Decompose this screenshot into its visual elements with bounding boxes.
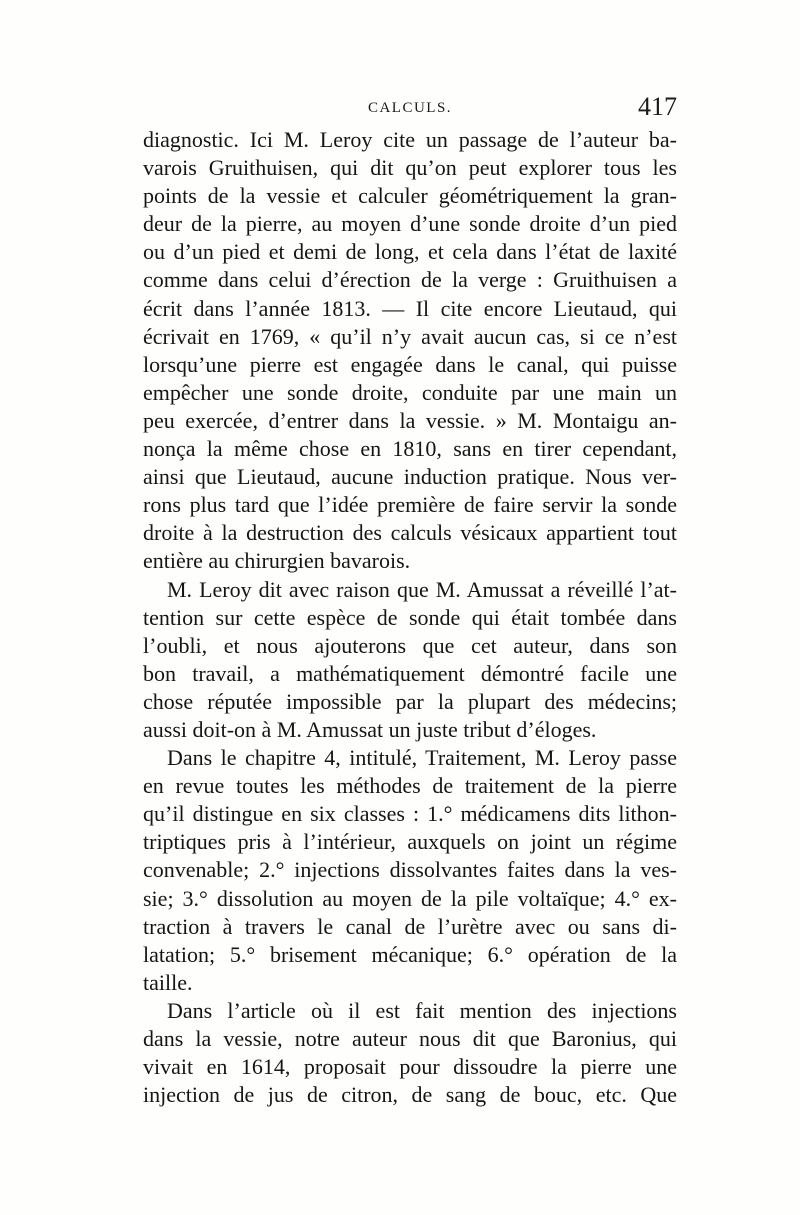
text-line: ou d’un pied et demi de long, et cela dans l’état de laxité xyxy=(143,239,677,265)
text-line: injection de jus de citron, de sang de bouc, etc. Que xyxy=(143,1082,677,1108)
text-line: diagnostic. Ici M. Leroy cite un passage de l’auteur ba- xyxy=(143,127,677,152)
text-line: rons plus tard que l’idée première de faire servir la sonde xyxy=(143,492,677,518)
text-line: traction à travers le canal de l’urètre avec ou sans di- xyxy=(143,913,677,939)
text-line: empêcher une sonde droite, conduite par une main un xyxy=(143,379,677,405)
running-title: CALCULS. xyxy=(367,100,453,116)
text-line: écrit dans l’année 1813. — Il cite encore Lieutaud, qui xyxy=(143,295,677,321)
paragraph-first-line: Dans le chapitre 4, intitulé, Traitement, M. Leroy passe xyxy=(167,745,677,771)
text-line: écrivait en 1769, « qu’il n’y avait aucun cas, si ce n’est xyxy=(143,323,677,349)
text-line: l’oubli, et nous ajouterons que cet auteur, dans son xyxy=(143,632,677,658)
page-number: 417 xyxy=(638,92,677,121)
text-line: bon travail, a mathématiquement démontré facile une xyxy=(143,660,677,686)
text-line: peu exercée, d’entrer dans la vessie. » M. Montaigu an- xyxy=(143,407,677,433)
text-line: deur de la pierre, au moyen d’une sonde droite d’un pied xyxy=(143,211,677,237)
text-line: entière au chirurgien bavarois. xyxy=(143,548,411,574)
text-line: en revue toutes les méthodes de traitement de la pierre xyxy=(143,773,677,799)
text-line: tention sur cette espèce de sonde qui était tombée dans xyxy=(143,604,677,630)
text-line: comme dans celui d’érection de la verge : Gruithuisen a xyxy=(143,267,677,293)
text-line: triptiques pris à l’intérieur, auxquels on joint un régime xyxy=(143,829,677,855)
paragraph-first-line: M. Leroy dit avec raison que M. Amussat a réveillé l’at- xyxy=(167,576,677,602)
text-line: qu’il distingue en six classes : 1.° médicamens dits lithon- xyxy=(143,801,677,827)
text-line: sie; 3.° dissolution au moyen de la pile voltaïque; 4.° ex- xyxy=(143,885,677,911)
text-line: points de la vessie et calculer géométriquement la gran- xyxy=(143,183,677,209)
text-line: lorsqu’une pierre est engagée dans le canal, qui puisse xyxy=(143,351,677,377)
text-line: dans la vessie, notre auteur nous dit que Baronius, qui xyxy=(143,1026,677,1051)
text-line: vivait en 1614, proposait pour dissoudre la pierre une xyxy=(143,1054,677,1080)
text-line: aussi doit-on à M. Amussat un juste tribut d’éloges. xyxy=(143,716,597,742)
text-line: nonça la même chose en 1810, sans en tirer cependant, xyxy=(143,436,677,462)
body-text xyxy=(143,126,677,1109)
text-line: droite à la destruction des calculs vésicaux appartient tout xyxy=(143,520,677,546)
text-line: chose réputée impossible par la plupart des médecins; xyxy=(143,688,677,714)
text-line: ainsi que Lieutaud, aucune induction pratique. Nous ver- xyxy=(143,464,677,490)
text-line: convenable; 2.° injections dissolvantes faites dans la ves- xyxy=(143,857,677,883)
text-line: taille. xyxy=(143,969,193,995)
text-line: varois Gruithuisen, qui dit qu’on peut explorer tous les xyxy=(143,155,677,181)
running-head xyxy=(143,92,677,128)
text-line: latation; 5.° brisement mécanique; 6.° opération de la xyxy=(143,941,677,967)
paragraph-first-line: Dans l’article où il est fait mention des injections xyxy=(167,997,677,1023)
